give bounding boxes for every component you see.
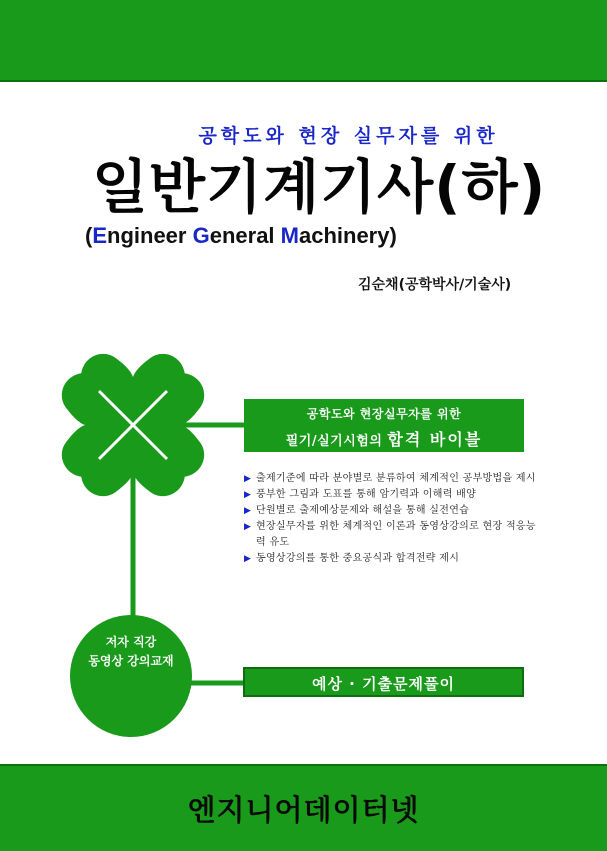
promo-line-2: 필기/실기시험의 합격 바이블 bbox=[285, 430, 483, 449]
arrow-right-icon: ▶ bbox=[244, 506, 252, 516]
list-item: ▶ 동영상강의를 통한 중요공식과 합격전략 제시 bbox=[244, 551, 544, 567]
feature-list bbox=[244, 471, 544, 567]
publisher-name: 엔지니어데이터넷 bbox=[187, 793, 420, 827]
circle-line-2: 동영상 강의교재 bbox=[88, 654, 174, 668]
list-item: ▶ 현장실무자를 위한 체계적인 이론과 동영상강의로 현장 적응능력 유도 bbox=[244, 521, 536, 548]
list-item: ▶ 단원별로 출제예상문제와 해설을 통해 실전연습 bbox=[244, 503, 544, 519]
lecture-circle-label bbox=[70, 633, 192, 671]
cover-subtitle: 공학도와 현장 실무자를 위한 bbox=[198, 125, 499, 147]
author-name: 김순채(공학박사/기술사) bbox=[358, 277, 512, 293]
promo-line-1: 공학도와 현장실무자를 위한 bbox=[306, 407, 462, 421]
top-green-band bbox=[0, 0, 607, 82]
exam-solutions-box: 예상 · 기출문제풀이 bbox=[243, 667, 524, 697]
cover-title-english: (Engineer General Machinery) bbox=[85, 223, 397, 248]
arrow-right-icon: ▶ bbox=[244, 474, 252, 484]
list-item: ▶ 풍부한 그림과 도표를 통해 암기력과 이해력 배양 bbox=[244, 487, 544, 503]
promo-box bbox=[244, 399, 524, 452]
circle-line-1: 저자 직강 bbox=[105, 635, 157, 649]
arrow-right-icon: ▶ bbox=[244, 554, 252, 564]
bottom-green-band bbox=[0, 764, 607, 851]
arrow-right-icon: ▶ bbox=[244, 490, 252, 500]
arrow-right-icon: ▶ bbox=[244, 522, 252, 532]
list-item: ▶ 출제기준에 따라 분야별로 분류하여 체계적인 공부방법을 제시 bbox=[244, 471, 544, 487]
cover-title: 일반기계기사(하) bbox=[92, 153, 547, 221]
